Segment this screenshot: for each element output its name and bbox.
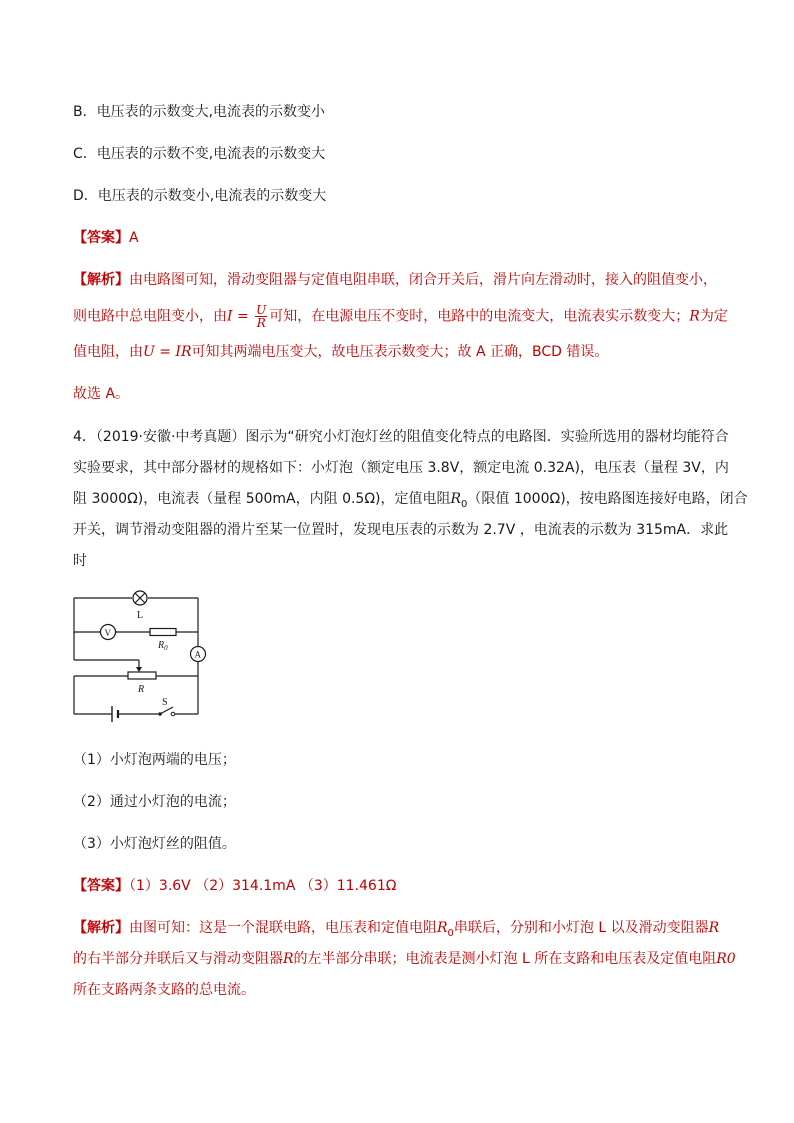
answer-tag: 【答案】 xyxy=(73,230,129,246)
lamp-label: L xyxy=(137,610,144,621)
rheostat xyxy=(128,672,156,679)
symbol-r0: R xyxy=(450,491,462,507)
symbol-r0: R xyxy=(437,920,448,936)
analysis-text: 可知其两端电压变大，故电压表示数变大；故 A 正确，BCD 错误。 xyxy=(191,344,609,360)
answer-tag: 【答案】 xyxy=(73,878,129,894)
q3-analysis-line3 xyxy=(73,342,733,362)
q4-sub2: （2）通过小灯泡的电流； xyxy=(73,794,236,810)
formula-i: I xyxy=(227,308,233,325)
resistor-r0 xyxy=(150,629,176,636)
q4-stem-line1: 4．（2019·安徽·中考真题）图示为“研究小灯泡灯丝的阻值变化特点的电路图．实验所选用的器材均能符合 xyxy=(73,429,729,445)
q4-stem-line3 xyxy=(73,489,748,515)
ammeter-label: A xyxy=(194,649,201,660)
q3-analysis-line1 xyxy=(73,270,733,290)
option-c: C．电压表的示数不变,电流表的示数变大 xyxy=(73,146,326,162)
stem-text: 阻 3000Ω)，电流表（量程 500mA，内阻 0.5Ω)，定值电阻 xyxy=(73,491,451,507)
analysis-text: 值电阻，由 xyxy=(73,344,143,360)
analysis-text: 则电路中总电阻变小，由 xyxy=(73,308,227,325)
r0-label: $R_0$ xyxy=(158,640,168,652)
answer-value: （1）3.6V （2）314.1mA （3）11.461Ω xyxy=(129,878,397,894)
q4-analysis-line2 xyxy=(73,949,736,969)
analysis-text: 的左半部分串联；电流表是测小灯泡 L 所在支路和电压表及定值电阻 xyxy=(293,951,717,967)
slider-arrow-icon xyxy=(136,667,142,672)
formula-uir: U = IR xyxy=(143,344,192,360)
q4-analysis-line3: 所在支路两条支路的总电流。 xyxy=(73,982,255,998)
q4-stem-line2: 实验要求，其中部分器材的规格如下：小灯泡（额定电压 3.8V，额定电流 0.32A)，电压表（量程 3V，内 xyxy=(73,460,729,476)
q4-stem-line4: 开关，调节滑动变阻器的滑片至某一位置时，发现电压表的示数为 2.7V ，电流表的示数为 315mA．求此 xyxy=(73,522,729,538)
q4-sub3: （3）小灯泡灯丝的阻值。 xyxy=(73,836,236,852)
analysis-text: 的右半部分并联后又与滑动变阻器 xyxy=(73,951,283,967)
formula-eq: = xyxy=(232,308,254,325)
analysis-tag: 【解析】 xyxy=(73,920,129,936)
analysis-text: 可知，在电源电压不变时，电路中的电流变大，电流表实示数变大； xyxy=(269,308,690,325)
battery-icon xyxy=(112,706,118,722)
q3-answer xyxy=(73,228,733,248)
symbol-r: R xyxy=(708,920,720,936)
switch-contact xyxy=(158,712,162,716)
symbol-r: R xyxy=(283,951,294,967)
q4-stem-line5: 时 xyxy=(73,553,87,569)
rheostat-label: R xyxy=(138,684,145,695)
analysis-tag: 【解析】 xyxy=(73,272,129,288)
q3-conclusion: 故选 A。 xyxy=(73,386,130,402)
symbol-r: R xyxy=(689,308,700,325)
stem-text: （限值 1000Ω)，按电路图连接好电路，闭合 xyxy=(467,491,748,507)
voltmeter-label: V xyxy=(104,628,111,638)
fraction-denominator: R xyxy=(256,316,266,330)
option-b: B．电压表的示数变大,电流表的示数变小 xyxy=(73,104,326,120)
answer-value: A xyxy=(129,230,139,246)
q3-analysis-line2 xyxy=(73,304,733,329)
subscript: 0 xyxy=(461,498,468,510)
q4-answer xyxy=(73,876,733,896)
analysis-text: 串联后，分别和小灯泡 L 以及滑动变阻器 xyxy=(453,920,709,936)
option-d: D．电压表的示数变小,电流表的示数变大 xyxy=(73,188,327,204)
subscript: 0 xyxy=(447,927,454,939)
analysis-text: 由图可知：这是一个混联电路，电压表和定值电阻 xyxy=(129,920,437,936)
circuit-diagram xyxy=(66,586,206,722)
q4-analysis-line1 xyxy=(73,918,733,944)
q4-sub1: （1）小灯泡两端的电压； xyxy=(73,752,236,768)
switch-contact xyxy=(171,712,175,716)
symbol-r0: R0 xyxy=(716,951,736,967)
formula-fraction xyxy=(255,304,267,329)
analysis-text: 由电路图可知，滑动变阻器与定值电阻串联，闭合开关后，滑片向左滑动时，接入的阻值变小， xyxy=(129,272,717,288)
analysis-text: 为定 xyxy=(699,308,728,325)
fraction-numerator: U xyxy=(256,303,267,317)
switch-label: S xyxy=(162,697,168,708)
lamp-icon xyxy=(133,591,147,605)
